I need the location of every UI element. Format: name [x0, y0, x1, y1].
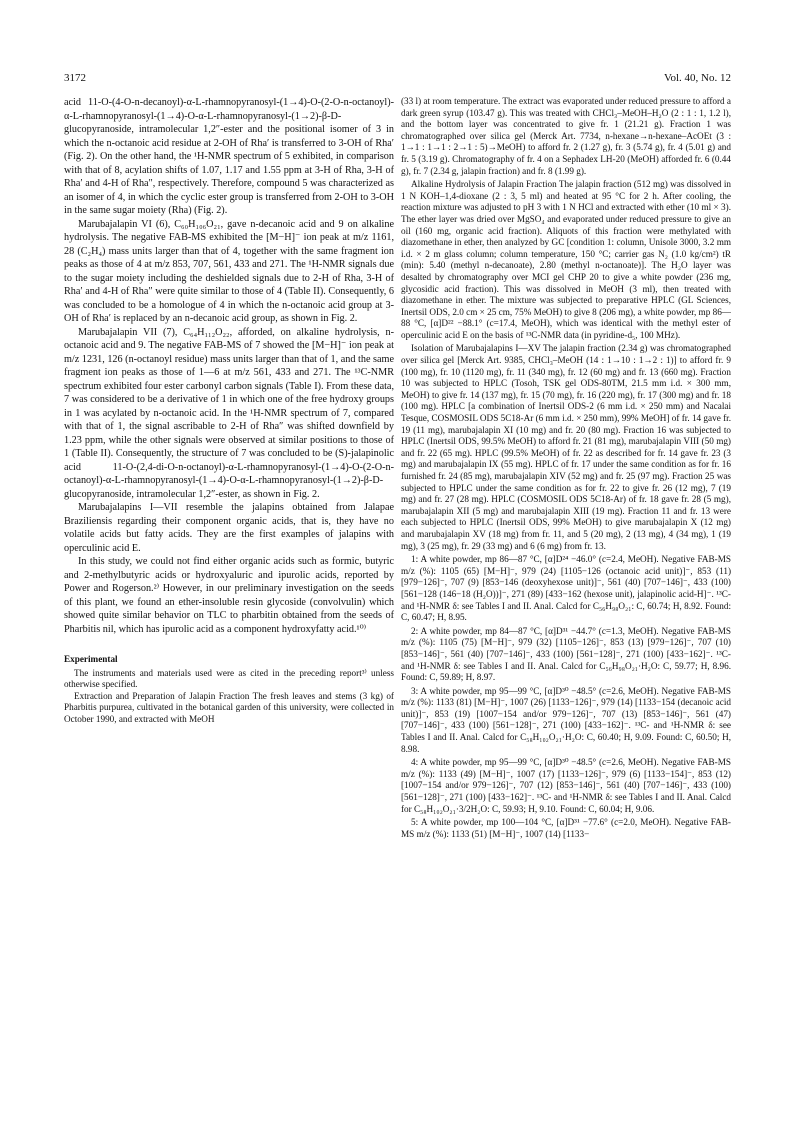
page-number: 3172	[64, 72, 86, 84]
body-paragraph: The instruments and materials used were as cited in the preceding report³⁾ unless otherwise specified.	[64, 667, 394, 690]
body-paragraph: (33 l) at room temperature. The extract was evaporated under reduced pressure to afford a dark green syrup (103.47 g). This was treated with CHCl₃–MeOH–H₂O (2 : 1 : 1, 1.2 l), and the bottom layer was concentrated to give fr. 1 (21.21 g). Fraction 1 was chromatographed over silica gel (Merck Art. 7734, n-hexane→n-hexane–AcOEt (3 : 1→1 : 1→1 : 2→1 : 5)→MeOH) to afford fr. 2 (1.27 g), fr. 3 (5.74 g), fr. 4 (5.01 g) and fr. 5 (3.19 g). Chromatography of fr. 4 on a Sephadex LH-20 (MeOH) afforded fr. 6 (0.44 g), fr. 7 (2.34 g, jalapin fraction) and fr. 8 (1.99 g).	[401, 96, 732, 176]
compound-data: 4: A white powder, mp 95—99 °C, [α]D³⁰ −48.5° (c=2.6, MeOH). Negative FAB-MS m/z (%): 1133 (49) [M−H]⁻, 1007 (17) [1133−126]⁻, 979 (6) [1133−154]⁻, 853 (12) [1007−154 and/or 979−126]⁻, 707 (12) [853−146]⁻, 561 (40) [707−146]⁻, 433 (100) [561−128]⁻, 271 (100) [433−162]⁻. ¹³C- and ¹H-NMR δ: see Tables I and II. Anal. Calcd for C₅₈H₁₀₂O₂₁·3/2H₂O: C, 59.93; H, 9.10. Found: C, 60.04; H, 9.06.	[401, 757, 731, 814]
body-paragraph: Marubajalapin VII (7), C₆₄H₁₁₂O₂₂, afforded, on alkaline hydrolysis, n-octanoic acid and 9. The negative FAB-MS of 7 showed the [M−H]⁻ ion peak at m/z 1231, 126 (n-octanoyl residue) mass units larger than that of 1, and the same fragment ion peaks as those of 1—6 at m/z 561, 433 and 271. The ¹³C-NMR spectrum exhibited four ester carbonyl carbon signals (Table I). From these data, 7 was considered to be a derivative of 1 in which one of the free hydroxy groups in 1 was acylated by n-octanoic acid. In the ¹H-NMR spectrum of 7, compared with that of 1, the signal ascribable to 2-H of Rha″ was shifted downfield by 1.23 ppm, while the other signals were observed at similar positions to those of 1 (Table II). Consequently, the structure of 7 was concluded to be (S)-jalapinolic acid 11-O-(2,4-di-O-n-octanoyl)-α-L-rhamnopyranosyl-(1→4)-O-(2-O-n-octanoyl)-α-L-rhamnopyranosyl-(1→4)-O-α-L-rhamnopyranosyl-(1→2)-β-D-glucopyranoside, intramolecular 1,2″-ester, as shown in Fig. 2.	[64, 326, 394, 500]
compound-data: 3: A white powder, mp 95—99 °C, [α]D³⁰ −48.5° (c=2.6, MeOH). Negative FAB-MS m/z (%): 1133 (81) [M−H]⁻, 1007 (26) [1133−126]⁻, 979 (14) [1133−154 (decanoic acid unit)]⁻, 853 (19) [1007−154 and/or 979−126]⁻, 707 (13) [853−146]⁻, 561 (47) [707−146]⁻, 433 (100) [561−128]⁻, 271 (100) [433−162]⁻. ¹³C- and ¹H-NMR δ: see Tables I and II. Anal. Calcd for C₅₈H₁₀₂O₂₁·H₂O: C, 60.40; H, 9.09. Found: C, 60.50; H, 8.98.	[401, 685, 731, 754]
volume-info: Vol. 40, No. 12	[663, 72, 731, 84]
body-paragraph: In this study, we could not find either organic acids such as formic, butyric and 2-methylbutyric acids or hydroxyaluric and ipurolic acids, reported by Power and Rogerson.²⁾ However, in our preliminary investigation on the seeds of this plant, we found an ether-insoluble resin glycoside (convolvulin) which showed quite similar behavior on TLC to pharbitin obtained from the seeds of Pharbitis nil, which has ipurolic acid as a component hydroxyfatty acid.¹⁰⁾	[64, 556, 394, 635]
body-paragraph: acid 11-O-(4-O-n-decanoyl)-α-L-rhamnopyranosyl-(1→4)-O-(2-O-n-octanoyl)-α-L-rhamnopyranosyl-(1→4)-O-α-L-rhamnopyranosyl-(1→2)-β-D-glucopyranoside, intramolecular 1,2″-ester and the positional isomer of 3 in which the n-octanoic acid residue at 2-OH of Rha′ is transferred to 3-OH of Rha′ (Fig. 2). On the other hand, the ¹H-NMR spectrum of 5 exhibited, in comparison with that of 8, acylation shifts of 1.07, 1.17 and 1.55 ppm at 3-H of Rha, 3-H of Rha′ and 4-H of Rha″, respectively. Therefore, compound 5 was characterized as an isomer of 4, in which the cyclic ester group is transferred from 2-OH to 3-OH in the same sugar moiety (Rha) (Fig. 2).	[64, 97, 394, 216]
right-column	[401, 96, 731, 840]
page-header	[64, 72, 731, 88]
left-column	[64, 96, 394, 726]
experimental-section	[64, 654, 394, 726]
body-paragraph: Isolation of Marubajalapins I—XV The jalapin fraction (2.34 g) was chromatographed over silica gel [Merck Art. 9385, CHCl₃–MeOH (14 : 1→10 : 1→2 : 1)] to afford fr. 9 (100 mg), fr. 10 (1120 mg), fr. 11 (340 mg), fr. 12 (60 mg) and fr. 13 (660 mg). Fraction 10 was subjected to HPLC (Tosoh, TSK gel ODS-80TM, 21.5 mm i.d. × 300 mm, MeOH) to give fr. 14 (137 mg), fr. 15 (70 mg), fr. 16 (220 mg), fr. 17 (300 mg) and fr. 18 (100 mg). HPLC [a combination of Inertsil ODS-2 (6 mm i.d. × 250 mm) and Nacalai Tesque, COSMOSIL ODS 5C18-Ar (6 mm i.d. × 250 mm), 99% MeOH] of fr. 14 gave fr. 19 (11 mg), marubajalapin XI (10 mg) and fr. 20 (80 mg). Fraction 16 was subjected to HPLC (Inertsil ODS, 99.5% MeOH) to afford fr. 21 (81 mg), marubajalapin VIII (50 mg) and fr. 22 (65 mg). HPLC (99.5% MeOH) of fr. 22 as described for fr. 14 gave fr. 23 (3 mg) and marubajalapin IX (55 mg). HPLC of fr. 17 under the same condition as for fr. 16 furnished fr. 24 (85 mg), marubajalapin XIV (52 mg) and fr. 25 (97 mg). Fraction 25 was subjected to HPLC under the same condition as for fr. 22 to give fr. 26 (12 mg), 7 (19 mg) and fr. 27 (28 mg). HPLC (COSMOSIL ODS 5C18-Ar) of fr. 18 gave fr. 28 (5 mg), marubajalapin XII (5 mg) and marubajalapin XIII (19 mg). Fraction 11 and fr. 13 were each subjected to HPLC (Inertsil ODS, 99% MeOH) to give marubajalapin X (12 mg) and marubajalapin XV (18 mg) from fr. 11, and 5 (20 mg), 2 (13 mg), 4 (34 mg), 1 (19 mg), 3 (25 mg), fr. 29 (33 mg) and 6 (6 mg) from fr. 13.	[401, 343, 731, 551]
compound-data: 5: A white powder, mp 100—104 °C, [α]D³¹ −77.6° (c=2.0, MeOH). Negative FAB-MS m/z (%): 1133 (51) [M−H]⁻, 1007 (14) [1133−	[401, 817, 731, 839]
body-paragraph: Extraction and Preparation of Jalapin Fraction The fresh leaves and stems (3 kg) of Pharbitis purpurea, cultivated in the botanical garden of this university, were collected in October 1990, and extracted with MeOH	[64, 690, 394, 724]
compound-data: 1: A white powder, mp 86—87 °C, [α]D²⁴ −46.0° (c=2.4, MeOH). Negative FAB-MS m/z (%): 1105 (65) [M−H]⁻, 979 (24) [1105−126 (octanoic acid unit)]⁻, 853 (11) [979−126]⁻, 707 (9) [853−146 (deoxyhexose unit)]⁻, 561 (40) [707−146]⁻, 433 (100) [561−128 (146−18 (H₂O))]⁻, 271 (89) [433−162 (hexose unit), jalapinolic acid-H]⁻. ¹³C- and ¹H-NMR δ: see Tables I and II. Anal. Calcd for C₅₆H₉₈O₂₁: C, 60.74; H, 8.92. Found: C, 60.47; H, 8.95.	[401, 554, 731, 623]
compound-data: 2: A white powder, mp 84—87 °C, [α]D³¹ −44.7° (c=1.3, MeOH). Negative FAB-MS m/z (%): 1105 (75) [M−H]⁻, 979 (32) [1105−126]⁻, 853 (13) [979−126]⁻, 707 (10) [853−146]⁻, 561 (40) [707−146]⁻, 433 (100) [561−128]⁻, 271 (100) [433−162]⁻. ¹³C- and ¹H-NMR δ: see Tables I and II. Anal. Calcd for C₅₆H₉₈O₂₁·H₂O: C, 59.77; H, 8.96. Found: C, 59.89; H, 8.97.	[401, 625, 731, 683]
body-paragraph: Marubajalapin VI (6), C₆₀H₁₀₆O₂₁, gave n-decanoic acid and 9 on alkaline hydrolysis. The negative FAB-MS exhibited the [M−H]⁻ ion peak at m/z 1161, 28 (C₂H₄) mass units larger than that of 4, together with the same fragment ion peaks as those of 4 at m/z 853, 707, 561, 433 and 271. The ¹H-NMR signals due to the sugar moiety including the deshielded signals due to 2-H of Rha, 3-H of Rha′ and 4-H of Rha″ were quite similar to those of 4 (Table II). Consequently, 6 was concluded to be a homologue of 4 in which the n-octanoic acid group at 3-OH of Rha′ is replaced by an n-decanoic acid group, as shown in Fig. 2.	[64, 218, 394, 324]
section-heading: Experimental	[64, 654, 118, 664]
body-paragraph: Marubajalapins I—VII resemble the jalapins obtained from Jalapae Braziliensis regarding their component organic acids, that is, they have no volatile acids but fatty acids. They are the first examples of jalapins with operculinic acid E.	[64, 502, 394, 554]
body-paragraph: Alkaline Hydrolysis of Jalapin Fraction The jalapin fraction (512 mg) was dissolved in 1 N KOH–1,4-dioxane (2 : 3, 5 ml) and heated at 95 °C for 2 h. After cooling, the reaction mixture was adjusted to pH 3 with 1 N HCl and extracted with ether (10 ml × 3). The ether layer was dried over MgSO₄ and evaporated under reduced pressure to give an oil (160 mg, organic acid fraction). Aliquots of this fraction were methylated with diazomethane in ether, then analyzed by GC [condition 1: column, Unisole 3000, 3.2 mm i.d. × 2 m glass column; column temperature, 150 °C; carrier gas N₂ (1.0 kg/cm²) tR (min): 5.40 (methyl n-decanoate), 2.80 (methyl n-octanoate)]. The H₂O layer was desalted by chromatography over MCI gel CHP 20 to give a white powder (236 mg, glycosidic acid fraction). This was dissolved in MeOH (3 ml), then treated with diazomethane in ether. The mixture was subjected to preparative HPLC (GL Sciences, Inertsil ODS, 2.0 cm × 25 cm, 75% MeOH) to give 8 (206 mg), a white powder, mp 86—88 °C, [α]D²² −88.1° (c=17.4, MeOH), which was identical with the methyl ester of operculinic acid E on the basis of ¹³C-NMR data (in pyridine-d₅, 100 MHz).	[401, 179, 731, 340]
